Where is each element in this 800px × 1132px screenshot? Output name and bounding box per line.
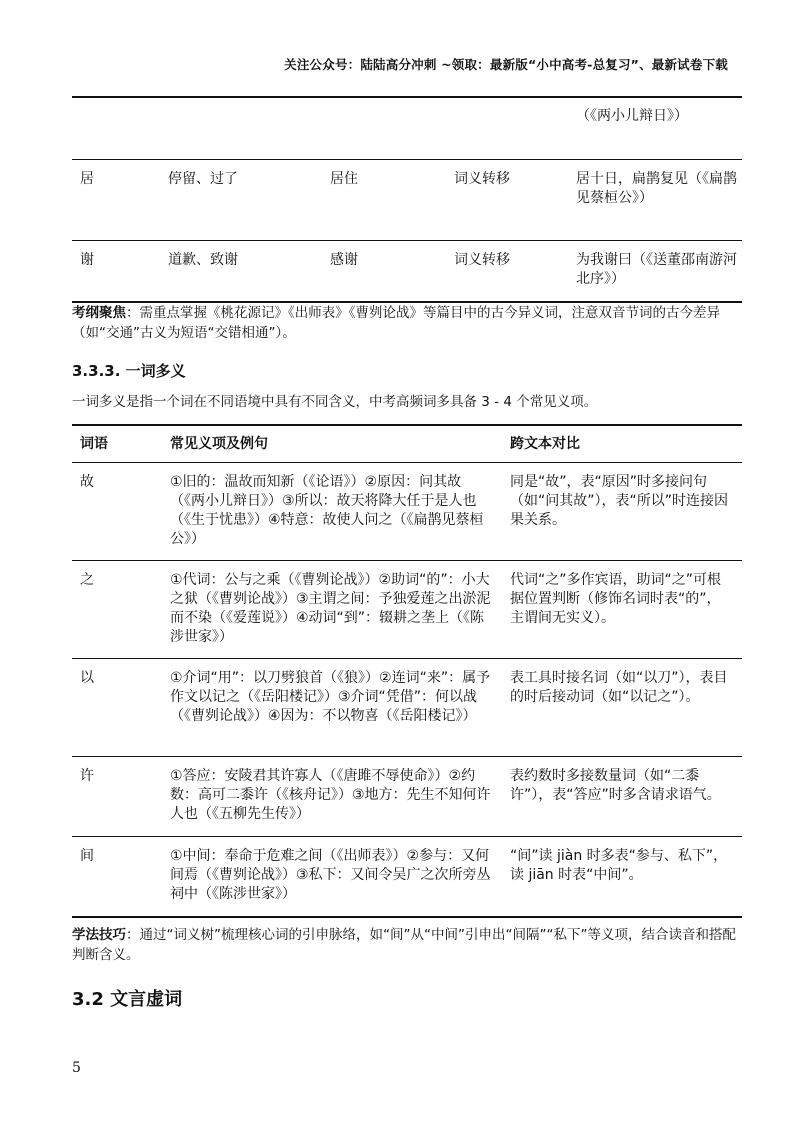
table-cell: “间”读 jiàn 时多表“参与、私下”，读 jiān 时表“中间”。 [502,837,742,917]
table-cell: 居住 [322,160,446,241]
column-header: 跨文本对比 [502,425,742,463]
table-row [72,463,742,561]
table-cell: ①答应：安陵君其许寡人（《唐雎不辱使命》）②约数：高可二黍许（《核舟记》）③地方：先生不知何许人也（《五柳先生传》） [162,757,502,837]
table-cell: 居 [72,160,160,241]
section-heading: 3.2 文言虚词 [72,989,183,1010]
polysemy-table [72,424,742,918]
table-cell: 谢 [72,241,160,303]
section-intro: 一词多义是指一个词在不同语境中具有不同含义，中考高频词多具备 3 - 4 个常见义项。 [72,394,598,410]
table-cell: 间 [72,837,162,917]
table-row [72,561,742,659]
exam-focus-note [72,303,742,343]
table-cell: ①代词：公与之乘（《曹刿论战》）②助词“的”：小大之狱（《曹刿论战》）③主谓之间：予独爱莲之出淤泥而不染（《爱莲说》）④动词“到”：辍耕之垄上（《陈涉世家》） [162,561,502,659]
table-row [72,160,742,241]
table-cell: 表约数时多接数量词（如“二黍许”），表“答应”时多含请求语气。 [502,757,742,837]
table-cell: ①旧的：温故而知新（《论语》）②原因：问其故（《两小儿辩日》）③所以：故天将降大任于是人也（《生于忧患》）④特意：故使人问之（《扁鹊见蔡桓公》） [170,474,484,547]
table-cell: 表工具时接名词（如“以刀”），表目的时后接动词（如“以记之”）。 [502,659,742,757]
column-header: 词语 [72,425,162,463]
table-cell: ①介词“用”：以刀劈狼首（《狼》）②连词“来”：属予作文以记之（《岳阳楼记》）③介词“凭借”：何以战（《曹刿论战》）④因为：不以物喜（《岳阳楼记》） [162,659,502,757]
table-cell [322,97,446,160]
ancient-modern-word-table [72,96,742,303]
table-cell: 道歉、致谢 [160,241,322,303]
study-tip-note [72,925,742,965]
table-cell: 词义转移 [446,160,568,241]
table-cell: 为我谢曰（《送董邵南游河北序》） [568,241,742,303]
note-text: ：需重点掌握《桃花源记》《出师表》《曹刿论战》等篇目中的古今异义词，注意双音节词的古今差异（如“交通”古义为短语“交错相通”）。 [72,305,720,341]
note-label: 学法技巧 [72,927,126,943]
table-cell [160,97,322,160]
table-cell: 感谢 [322,241,446,303]
table-cell: （《两小儿辩日》） [576,108,688,124]
table-row [72,837,742,917]
section-heading: 3.3.3. 一词多义 [72,362,186,380]
table-cell: 词义转移 [446,241,568,303]
table-cell: 同是“故”，表“原因”时多接问句（如“问其故”），表“所以”时连接因果关系。 [510,474,729,528]
table-cell [446,97,568,160]
table-cell [72,97,160,160]
note-label: 考纲聚焦 [72,305,126,321]
table-cell: 故 [80,474,94,490]
column-header: 常见义项及例句 [162,425,502,463]
note-text: ：通过“词义树”梳理核心词的引申脉络，如“间”从“中间”引申出“间隔”“私下”等义项，结合读音和搭配判断含义。 [72,927,736,963]
table-cell: 居十日，扁鹊复见（《扁鹊见蔡桓公》） [568,160,742,241]
table-cell: 之 [72,561,162,659]
table-cell: 停留、过了 [160,160,322,241]
table-cell: 许 [72,757,162,837]
table-row [72,757,742,837]
table-row [72,241,742,303]
table-cell: 以 [72,659,162,757]
page-number: 5 [72,1060,81,1076]
table-row [72,659,742,757]
table-cell: ①中间：奉命于危难之间（《出师表》）②参与：又何间焉（《曹刿论战》）③私下：又间令吴广之次所旁丛祠中（《陈涉世家》） [162,837,502,917]
table-cell: 代词“之”多作宾语，助词“之”可根据位置判断（修饰名词时表“的”，主谓间无实义）。 [502,561,742,659]
table-header-row [72,425,742,463]
table-row [72,97,742,160]
page-header: 关注公众号：陆陆高分冲刺 ~领取：最新版“小中高考-总复习”、最新试卷下载 [284,57,728,72]
